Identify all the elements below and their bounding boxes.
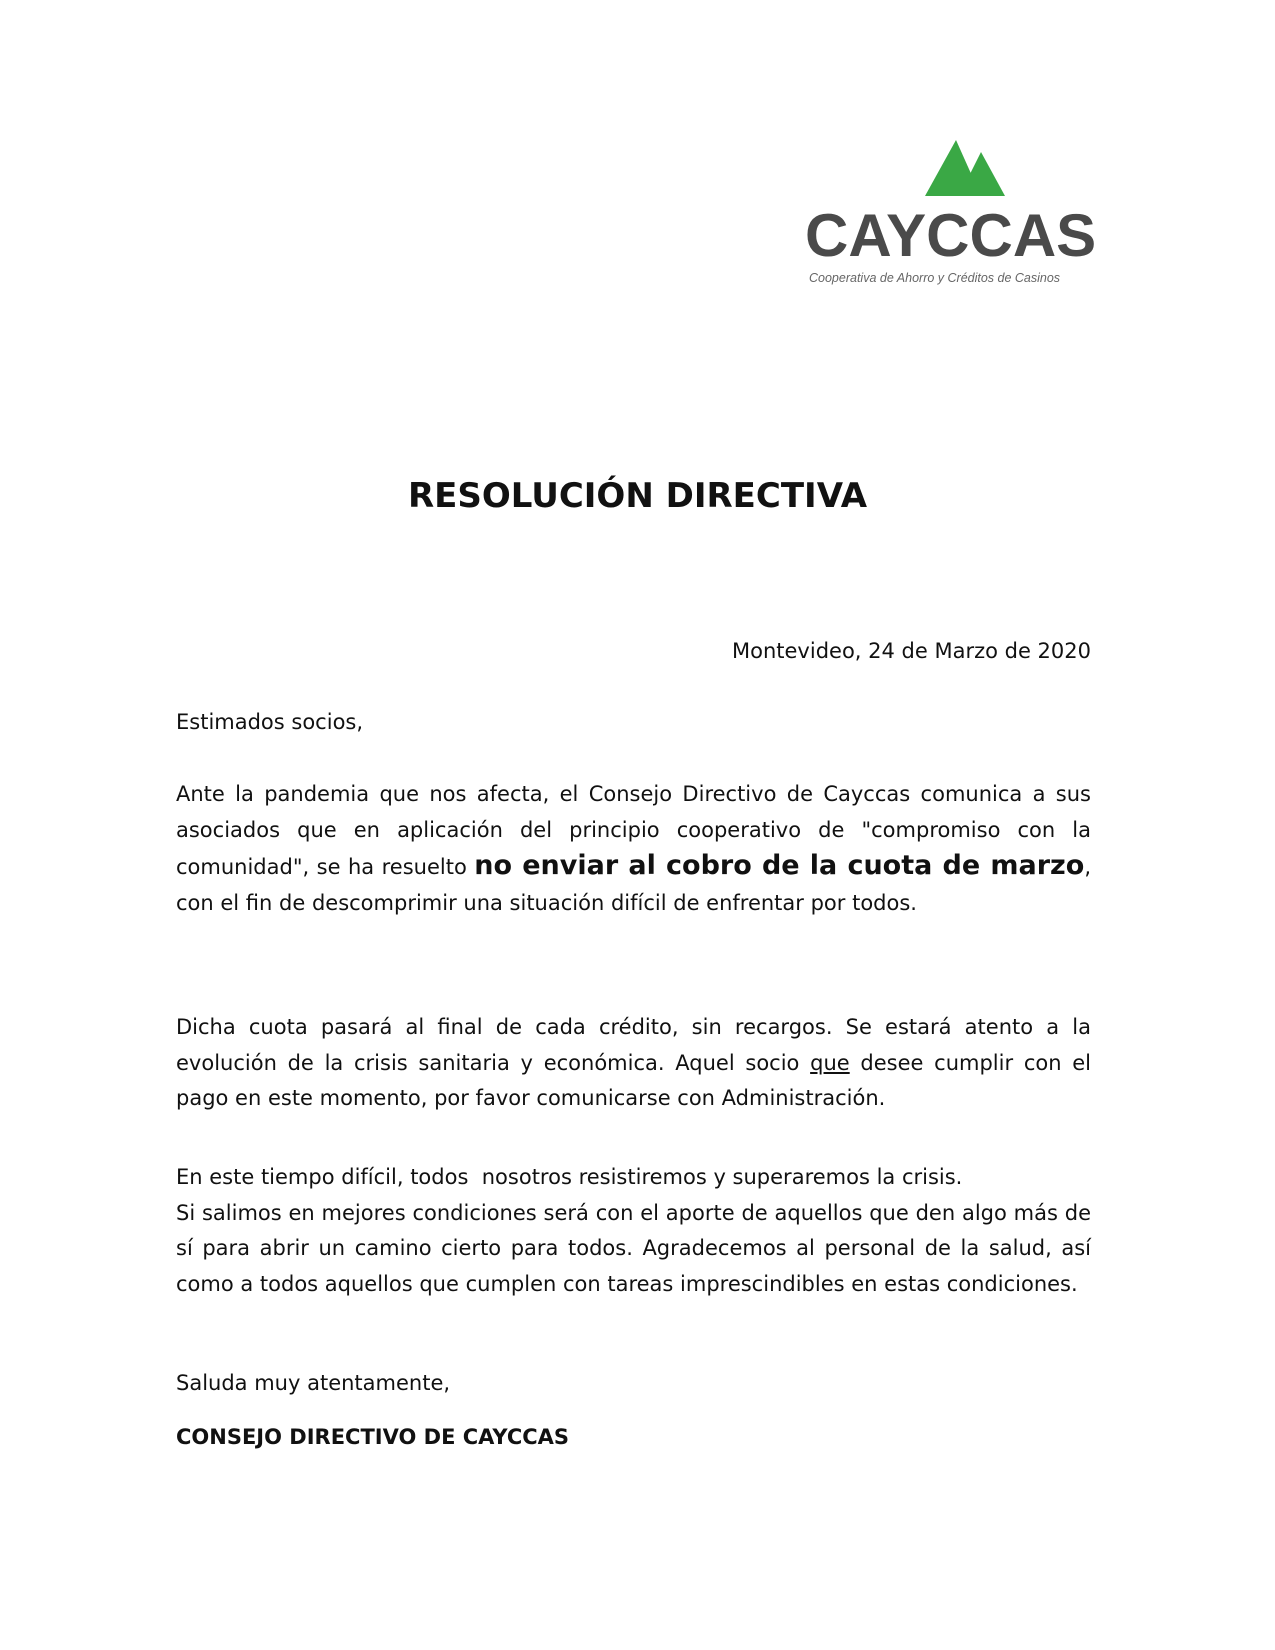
paragraph-3-text: Si salimos en mejores condiciones será con el aporte de aquellos que den algo más de sí para abrir un camino cierto para todos. Agradecemos al personal de la salud, así como a todos aquellos que cumplen con tareas imprescindibles en estas condiciones. [176,1200,1091,1296]
salutation: Estimados socios, [176,710,364,734]
paragraph-1 [176,776,1091,921]
signature: CONSEJO DIRECTIVO DE CAYCCAS [176,1425,570,1449]
paragraph-1-text-end: , con el fin de descomprimir una situación difícil de enfrentar por todos. [176,855,1091,915]
paragraph-2-text: Dicha cuota pasará al final de cada crédito, sin recargos. Se estará atento a la evolución de la crisis sanitaria y económica. Aquel socio [176,1015,1091,1075]
paragraph-1-emphasis: no enviar al cobro de la cuota de marzo [474,850,1085,881]
document-title: RESOLUCIÓN DIRECTIVA [407,476,868,516]
logo-name: CAYCCAS [805,202,1097,269]
paragraph-1-text: Ante la pandemia que nos afecta, el Consejo Directivo de Cayccas comunica a sus asociados que en aplicación del principio cooperativo de "compromiso con la comunidad", se ha resuelto [176,782,1091,879]
paragraph-2-text-end: desee cumplir con el pago en este momento, por favor comunicarse con Administración. [176,1050,1091,1110]
cayccas-logo [805,140,1095,290]
paragraph-3-line-1: En este tiempo difícil, todos nosotros resistiremos y superaremos la crisis. [176,1165,963,1189]
closing: Saluda muy atentamente, [176,1371,451,1395]
paragraph-2 [176,1010,1091,1117]
logo-subtitle: Cooperativa de Ahorro y Créditos de Casinos [809,271,1061,285]
date-line: Montevideo, 24 de Marzo de 2020 [732,639,1091,663]
mountains-icon [925,140,1005,198]
paragraph-2-underlined: que [810,1050,850,1075]
paragraph-3 [176,1160,1091,1302]
